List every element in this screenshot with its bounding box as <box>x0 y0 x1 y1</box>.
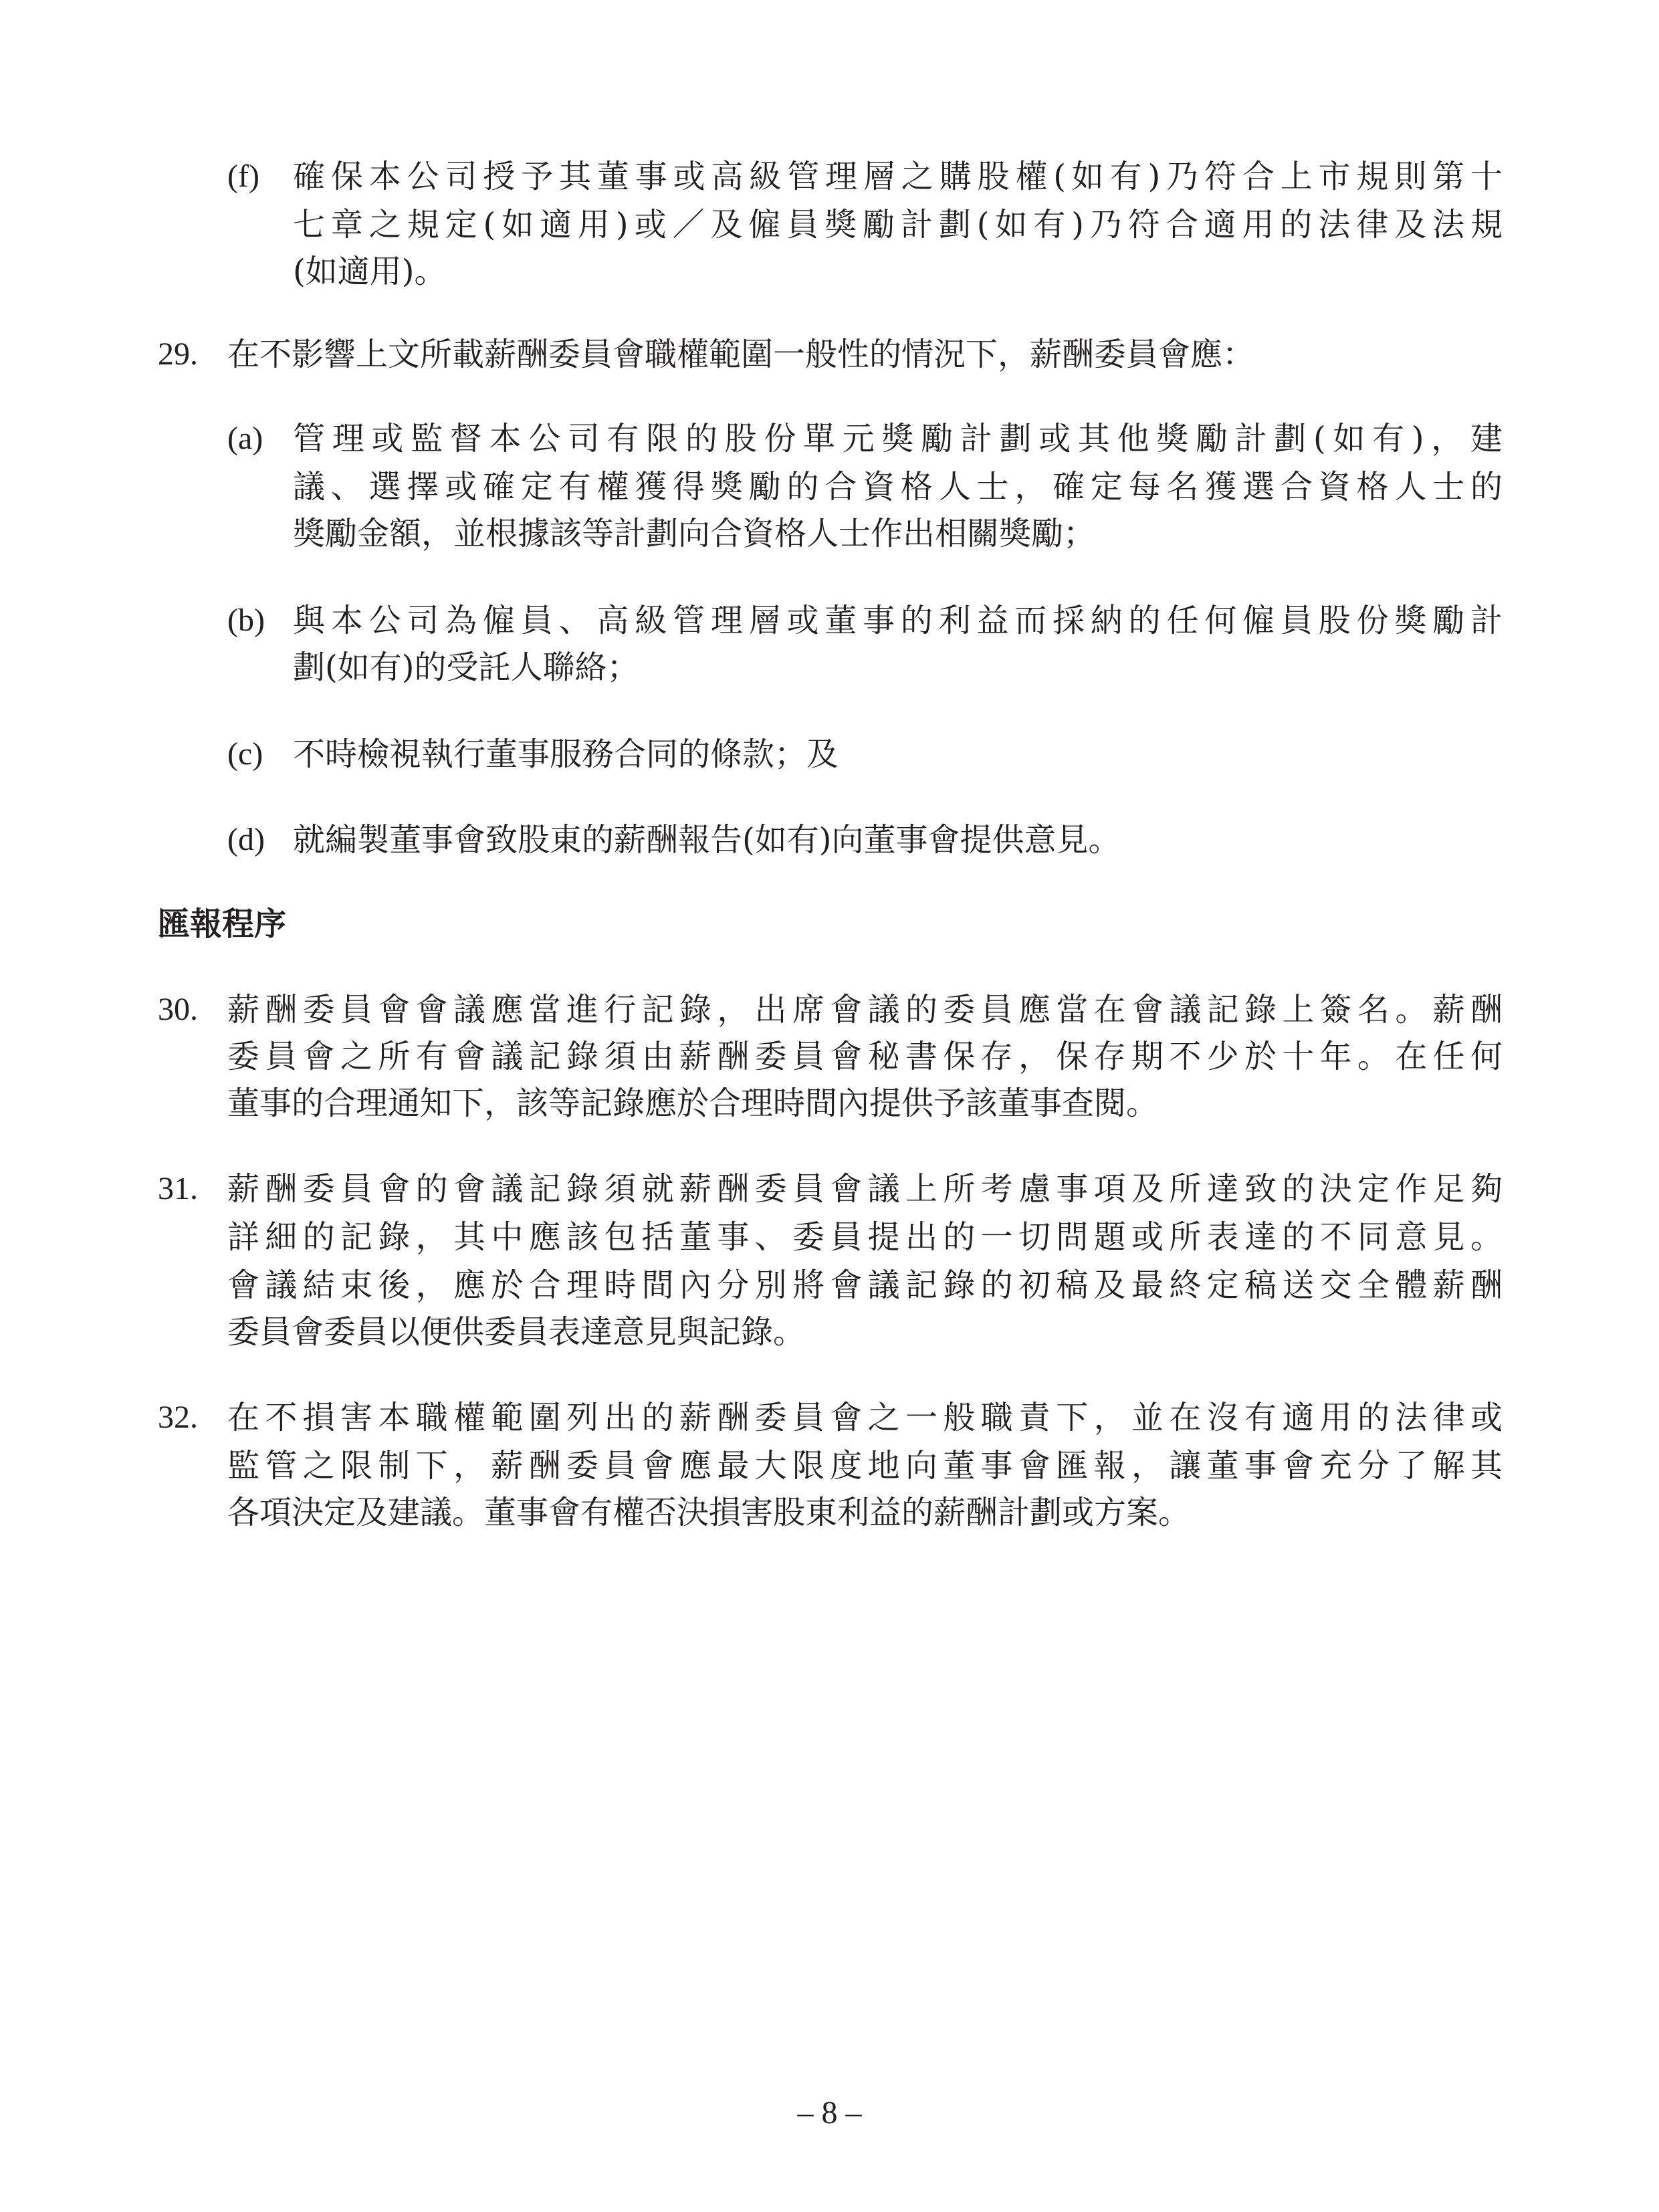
paragraph-text-line: 監管之限制下，薪酬委員會應最大限度地向董事會匯報，讓董事會充分了解其 <box>227 1447 1503 1484</box>
page-number: – 8 – <box>797 2095 862 2130</box>
paragraph-number: 31. <box>158 1171 198 1206</box>
item-label: (f) <box>227 158 259 194</box>
paragraph-number: 30. <box>158 992 198 1027</box>
section-heading: 匯報程序 <box>158 905 287 943</box>
paragraph-text-line: 各項決定及建議。董事會有權否決損害股東利益的薪酬計劃或方案。 <box>227 1494 1191 1531</box>
paragraph-number: 32. <box>158 1400 198 1435</box>
paragraph-text-line: 董事的合理通知下，該等記錄應於合理時間內提供予該董事查閱。 <box>227 1085 1159 1122</box>
paragraph-text-line: 薪酬委員會的會議記錄須就薪酬委員會議上所考慮事項及所達致的決定作足夠 <box>227 1170 1503 1208</box>
paragraph-text-line: 薪酬委員會會議應當進行記錄，出席會議的委員應當在會議記錄上簽名。薪酬 <box>227 991 1503 1028</box>
paragraph-number: 29. <box>158 336 198 372</box>
paragraph-text: 在不影響上文所載薪酬委員會職權範圍一般性的情況下，薪酬委員會應： <box>227 336 1255 373</box>
item-text-line: 獎勵金額，並根據該等計劃向合資格人士作出相關獎勵； <box>293 515 1096 552</box>
paragraph-text-line: 會議結束後，應於合理時間內分別將會議記錄的初稿及最終定稿送交全體薪酬 <box>227 1266 1503 1304</box>
item-text-line: 管理或監督本公司有限的股份單元獎勵計劃或其他獎勵計劃(如有)，建 <box>293 420 1503 457</box>
item-text-line: 就編製董事會致股東的薪酬報告(如有)向董事會提供意見。 <box>293 821 1121 859</box>
item-text-line: (如適用)。 <box>293 253 447 290</box>
paragraph-text-line: 委員會之所有會議記錄須由薪酬委員會秘書保存，保存期不少於十年。在任何 <box>227 1038 1503 1075</box>
item-text-line: 議、選擇或確定有權獲得獎勵的合資格人士，確定每名獲選合資格人士的 <box>293 468 1503 506</box>
item-label: (a) <box>227 421 263 456</box>
paragraph-text-line: 詳細的記錄，其中應該包括董事、委員提出的一切問題或所表達的不同意見。 <box>227 1218 1503 1256</box>
item-text-line: 劃(如有)的受託人聯絡； <box>293 649 639 686</box>
item-label: (c) <box>227 736 263 772</box>
item-text-line: 確保本公司授予其董事或高級管理層之購股權(如有)乃符合上市規則第十 <box>293 158 1503 195</box>
item-text-line: 不時檢視執行董事服務合同的條款；及 <box>293 736 839 773</box>
paragraph-text-line: 委員會委員以便供委員表達意見與記錄。 <box>227 1313 806 1351</box>
paragraph-text-line: 在不損害本職權範圍列出的薪酬委員會之一般職責下，並在沒有適用的法律或 <box>227 1399 1503 1436</box>
item-text-line: 七章之規定(如適用)或／及僱員獎勵計劃(如有)乃符合適用的法律及法規 <box>293 206 1503 243</box>
item-label: (b) <box>227 602 265 638</box>
item-text-line: 與本公司為僱員、高級管理層或董事的利益而採納的任何僱員股份獎勵計 <box>293 602 1503 639</box>
item-label: (d) <box>227 822 265 857</box>
